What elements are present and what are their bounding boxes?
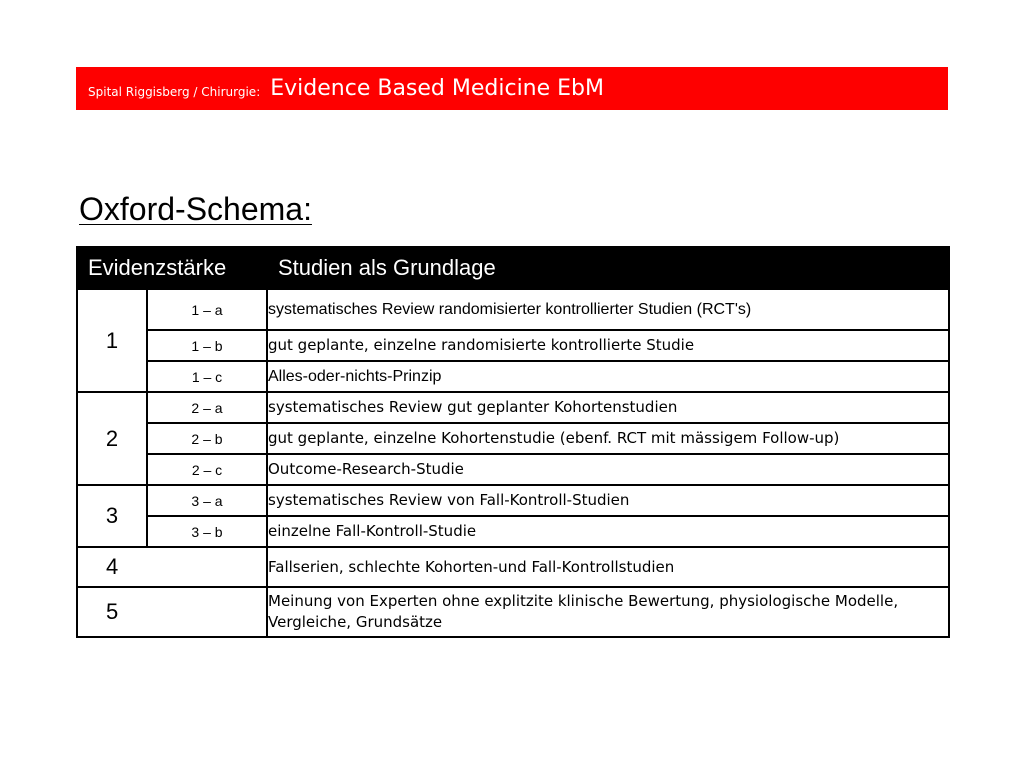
evidence-table [76,246,950,638]
study-description-cell: Alles-oder-nichts-Prinzip [267,361,949,392]
table-header-row [77,247,949,289]
table-row [77,587,949,637]
sub-level-cell: 1 – c [147,361,267,392]
study-description-cell: gut geplante, einzelne Kohortenstudie (ebenf. RCT mit mässigem Follow-up) [267,423,949,454]
study-description-cell: Fallserien, schlechte Kohorten-und Fall-Kontrollstudien [267,547,949,587]
title-banner [76,67,948,110]
sub-level-cell: 1 – a [147,289,267,330]
study-description-cell: systematisches Review gut geplanter Kohortenstudien [267,392,949,423]
table-row [77,423,949,454]
sub-level-cell: 3 – b [147,516,267,547]
evidence-level-cell: 1 [77,289,147,392]
evidence-level-cell: 2 [77,392,147,485]
table-row [77,547,949,587]
table-row [77,361,949,392]
page-heading: Oxford-Schema: [79,191,312,227]
evidence-level-cell: 5 [77,587,267,637]
study-description-cell: systematisches Review von Fall-Kontroll-Studien [267,485,949,516]
study-description-cell: Meinung von Experten ohne explitzite klinische Bewertung, physiologische Modelle, Vergleiche, Grundsätze [267,587,949,637]
banner-org-label: Spital Riggisberg / Chirurgie: [88,84,261,99]
sub-level-cell: 2 – b [147,423,267,454]
sub-level-cell: 2 – a [147,392,267,423]
table-row [77,289,949,330]
study-description-cell: gut geplante, einzelne randomisierte kontrollierte Studie [267,330,949,361]
table-row [77,392,949,423]
column-header-studies: Studien als Grundlage [267,247,949,289]
column-header-evidence-level: Evidenzstärke [77,247,267,289]
table-row [77,454,949,485]
evidence-level-cell: 4 [77,547,267,587]
table-row [77,330,949,361]
banner-title: Evidence Based Medicine EbM [270,76,604,101]
sub-level-cell: 1 – b [147,330,267,361]
sub-level-cell: 3 – a [147,485,267,516]
study-description-cell: einzelne Fall-Kontroll-Studie [267,516,949,547]
study-description-cell: Outcome-Research-Studie [267,454,949,485]
evidence-level-cell: 3 [77,485,147,547]
sub-level-cell: 2 – c [147,454,267,485]
table-row [77,485,949,516]
table-row [77,516,949,547]
study-description-cell: systematisches Review randomisierter kontrollierter Studien (RCT's) [267,289,949,330]
